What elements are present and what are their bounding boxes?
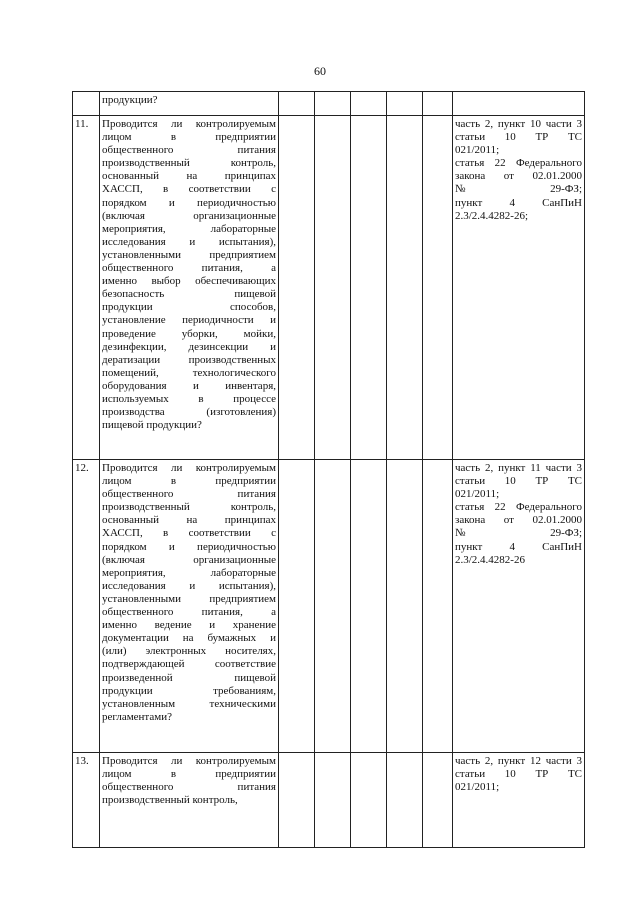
answer-cell bbox=[423, 460, 453, 753]
answer-cell bbox=[387, 92, 423, 116]
item-number: 13. bbox=[73, 753, 100, 848]
answer-cell bbox=[315, 116, 351, 460]
answer-cell bbox=[423, 92, 453, 116]
question-line: производственный контроль, bbox=[102, 501, 276, 514]
question-text bbox=[100, 460, 279, 753]
question-line: исследования и испытания), bbox=[102, 579, 276, 592]
page-number: 60 bbox=[314, 64, 326, 78]
question-line: Проводится ли контролируемым bbox=[102, 755, 276, 767]
question-line: порядком и периодичностью bbox=[102, 540, 276, 553]
reference-line: 021/2011; bbox=[455, 144, 500, 157]
question-line: продукции способов, bbox=[102, 301, 276, 314]
question-line: произведенной пищевой bbox=[102, 671, 276, 684]
question-line: порядком и периодичностью bbox=[102, 196, 276, 209]
question-text bbox=[100, 753, 279, 848]
answer-cell bbox=[279, 116, 315, 460]
reference-line: № 29-ФЗ; bbox=[455, 527, 582, 540]
question-line: подтверждающей соответствие bbox=[102, 658, 276, 671]
question-line: продукции? bbox=[102, 94, 158, 106]
answer-cell bbox=[315, 92, 351, 116]
question-line: мероприятия, лабораторные bbox=[102, 222, 276, 235]
question-line: лицом в предприятии bbox=[102, 768, 276, 781]
question-line: исследования и испытания), bbox=[102, 235, 276, 248]
question-line: (включая организационные bbox=[102, 209, 276, 222]
table-row bbox=[73, 92, 585, 116]
reference-line: пункт 4 СанПиН bbox=[455, 196, 582, 209]
question-line: основанный на принципах bbox=[102, 514, 276, 527]
question-line: документации на бумажных и bbox=[102, 632, 276, 645]
question-line: установление периодичности и bbox=[102, 314, 276, 327]
question-line: оборудования и инвентаря, bbox=[102, 379, 276, 392]
question-line: регламентами? bbox=[102, 710, 172, 723]
reference-line: № 29-ФЗ; bbox=[455, 183, 582, 196]
reference-line: 2.3/2.4.4282-26 bbox=[455, 553, 525, 566]
answer-cell bbox=[351, 460, 387, 753]
reference-line: статьи 10 ТР ТС bbox=[455, 475, 582, 488]
answer-cell bbox=[351, 92, 387, 116]
question-line: общественного питания, а bbox=[102, 606, 276, 619]
answer-cell bbox=[351, 753, 387, 848]
question-line: мероприятия, лабораторные bbox=[102, 566, 276, 579]
reference-line: 021/2011; bbox=[455, 488, 500, 501]
item-number bbox=[73, 92, 100, 116]
question-line: (включая организационные bbox=[102, 553, 276, 566]
table-row bbox=[73, 753, 585, 848]
question-line: производственный контроль, bbox=[102, 794, 238, 807]
question-line: продукции требованиям, bbox=[102, 684, 276, 697]
question-line: общественного питания, а bbox=[102, 262, 276, 275]
answer-cell bbox=[279, 753, 315, 848]
question-line: производства (изготовления) bbox=[102, 406, 276, 419]
item-number: 11. bbox=[73, 116, 100, 460]
reference-line: статьи 10 ТР ТС bbox=[455, 768, 582, 781]
legal-reference bbox=[453, 92, 585, 116]
question-line: лицом в предприятии bbox=[102, 475, 276, 488]
table-body bbox=[73, 92, 585, 848]
question-line: установленными предприятием bbox=[102, 592, 276, 605]
legal-reference bbox=[453, 753, 585, 848]
item-number: 12. bbox=[73, 460, 100, 753]
question-line: помещений, технологического bbox=[102, 366, 276, 379]
question-line: безопасность пищевой bbox=[102, 288, 276, 301]
question-line: ХАССП, в соответствии с bbox=[102, 183, 276, 196]
question-line: именно выбор обеспечивающих bbox=[102, 275, 276, 288]
question-line: общественного питания bbox=[102, 144, 276, 157]
reference-line: часть 2, пункт 12 части 3 bbox=[455, 755, 582, 767]
reference-line: закона от 02.01.2000 bbox=[455, 170, 582, 183]
question-line: общественного питания bbox=[102, 488, 276, 501]
question-line: проведение уборки, мойки, bbox=[102, 327, 276, 340]
question-line: дератизации производственных bbox=[102, 353, 276, 366]
reference-line: закона от 02.01.2000 bbox=[455, 514, 582, 527]
reference-line: статьи 10 ТР ТС bbox=[455, 131, 582, 144]
reference-line: 2.3/2.4.4282-26; bbox=[455, 209, 529, 222]
legal-reference bbox=[453, 116, 585, 460]
reference-line: 021/2011; bbox=[455, 781, 500, 794]
question-line: дезинфекции, дезинсекции и bbox=[102, 340, 276, 353]
question-text bbox=[100, 116, 279, 460]
reference-line: статья 22 Федерального bbox=[455, 501, 582, 514]
question-line: установленным техническими bbox=[102, 697, 276, 710]
answer-cell bbox=[423, 116, 453, 460]
reference-line: пункт 4 СанПиН bbox=[455, 540, 582, 553]
question-line: Проводится ли контролируемым bbox=[102, 118, 276, 130]
answer-cell bbox=[387, 116, 423, 460]
question-line: используемых в процессе bbox=[102, 392, 276, 405]
answer-cell bbox=[387, 460, 423, 753]
question-line: пищевой продукции? bbox=[102, 419, 202, 432]
answer-cell bbox=[423, 753, 453, 848]
question-line: ХАССП, в соответствии с bbox=[102, 527, 276, 540]
question-line: (или) электронных носителях, bbox=[102, 645, 276, 658]
answer-cell bbox=[387, 753, 423, 848]
answer-cell bbox=[315, 753, 351, 848]
question-line: установленными предприятием bbox=[102, 248, 276, 261]
reference-line: статья 22 Федерального bbox=[455, 157, 582, 170]
answer-cell bbox=[351, 116, 387, 460]
answer-cell bbox=[315, 460, 351, 753]
question-line: производственный контроль, bbox=[102, 157, 276, 170]
table-row bbox=[73, 116, 585, 460]
table-row bbox=[73, 460, 585, 753]
question-line: основанный на принципах bbox=[102, 170, 276, 183]
checklist-table bbox=[72, 91, 585, 848]
answer-cell bbox=[279, 92, 315, 116]
question-line: именно ведение и хранение bbox=[102, 619, 276, 632]
legal-reference bbox=[453, 460, 585, 753]
question-line: общественного питания bbox=[102, 781, 276, 794]
question-line: лицом в предприятии bbox=[102, 131, 276, 144]
reference-line: часть 2, пункт 11 части 3 bbox=[455, 462, 582, 474]
answer-cell bbox=[279, 460, 315, 753]
question-line: Проводится ли контролируемым bbox=[102, 462, 276, 474]
question-text bbox=[100, 92, 279, 116]
reference-line: часть 2, пункт 10 части 3 bbox=[455, 118, 582, 130]
